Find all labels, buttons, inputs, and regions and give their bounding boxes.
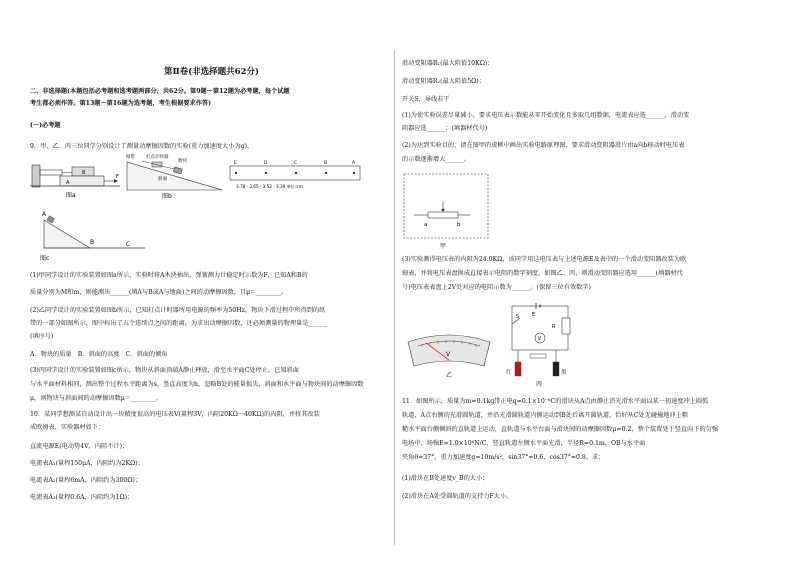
block [173, 167, 182, 174]
q10-line1: 10．某同学想测某自动设计出一块精度很高的电压表V(量程3V，内阻20KΩ～40KΩ)的内阻，并将其改装 [30, 411, 320, 418]
figure-a [30, 155, 120, 200]
rheostat [428, 212, 458, 218]
column-divider [394, 50, 395, 545]
q9-part1-line1: (1)甲同学设计的实验装置如图a所示，实验时将A木块抽出，弹簧测力计稳定时示数为F，已知A和B的 [30, 272, 308, 279]
equipment-item: 开关S，导线若干 [402, 96, 450, 103]
fig-c-label-C: C [126, 241, 131, 248]
q9-options: A．物块的质量 B．斜面的高度 C．斜面的倾角 [30, 351, 168, 358]
q11-part1: (1)滑块在B处速度v_B的大小； [402, 475, 489, 482]
q9-part1-line2: 质量分别为M和m，则能测出______(填A与B或A与地面)之间的动摩擦因数，且μ＝________。 [30, 289, 288, 296]
q11-line5: 夹角θ=37°，重力加速度g=10m/s²，sin37°=0.6，cos37°=0.8，求： [402, 454, 605, 461]
q10-part2-line2: 的示数逐渐增大______。 [402, 156, 471, 163]
fig-bing-r: R [552, 324, 556, 330]
equipment-item: 电流表A₁(量程150μA，内阻约为2KΩ)； [30, 460, 144, 467]
fig-b-tag-slope: 斜面 [158, 177, 167, 182]
q9-part3-line1: (3)丙同学设计的实验装置如图c所示，物块从斜面顶端A静止释放，滑至水平面C处停止，已知斜面 [30, 367, 299, 374]
fig-a-label-F: F [116, 174, 119, 180]
fig-b-tag-block: 物块 [178, 159, 187, 164]
q11-part2: (2)滑块在A处受圆轨道的支持力F大小。 [402, 493, 513, 500]
fig-jia-b: b [457, 222, 461, 228]
paper-tape [228, 158, 363, 190]
q9-part3-line2: 与水平面材料相同，测出整个过程水平距离为s，竖直高度为h，忽略B处的能量损失，斜面和水平面与物块间的动摩擦因数 [30, 381, 364, 388]
intro-line-1: 二、非选择题(本题包括必考题和选考题两部分，共62分。第9题～第12题为必考题，每个试题 [30, 88, 290, 95]
fig-c-caption: 图c [40, 255, 50, 262]
fig-bing-e: E [532, 312, 536, 318]
q9-part2-line2: 带的一部分如图所示，图中标出了五个连续点之间的距离，为求出动摩擦因数，还必须测量的物理量是______ [30, 320, 327, 327]
q10-part1-line2: 阻器应选______；(填器材代号) [402, 125, 488, 132]
q11-line1: 11．如图所示，质量为m=0.1kg带正电q=0.1×10⁻⁶C的滑块从A点由静止沿光滑水平面以某一初速度冲上圆弧 [402, 398, 709, 405]
figure-b [122, 152, 222, 200]
red-probe [515, 362, 521, 376]
fig-jia-caption: 甲 [440, 243, 447, 250]
fig-b-tag-timer: 打点计时器 [146, 155, 169, 160]
intro-line-2: 考生都必须作答。第13题～第16题为选考题，考生根据要求作答) [30, 100, 212, 107]
tape-letter-B: B [324, 161, 328, 166]
sub-heading: (一)必考题 [30, 122, 61, 129]
fig-jia-a: a [424, 222, 428, 228]
spring-scale [40, 170, 62, 175]
fig-c-label-A: A [42, 211, 47, 218]
dashed-box [404, 174, 488, 238]
fig-bing-v: V [537, 336, 541, 342]
q11-line2: 轨道，A点右侧的光滑圆轨道，并沿光滑圆轨道内侧运动到B处后离开圆轨道，恰好从C处无碰撞地冲上粗 [402, 412, 688, 419]
q10-line2: 成欧姆表，实验器材如下： [30, 424, 105, 431]
q9-part2-line1: (2)乙同学设计的实验装置如图b所示，已知打点计时器所用电源的频率为50Hz，物块下滑过程中所得到的纸 [30, 307, 326, 314]
q10-part3-line3: 号)电压表表盘上2V处对应的电阻示数为______。(保留三位有效数字) [402, 284, 591, 291]
tape-letter-D: D [264, 161, 268, 166]
q11-line4: 电场中，场强E=1.0×10⁶N/C，竖直轨道左侧水平面光滑，半径R=0.1m，OB与水平面 [402, 440, 646, 447]
q10-part2-line1: (2)为达到实验目的，请在图甲的虚框中画出实验电路原理图，要求滑动变阻器滑片由a向b移动时电压表 [402, 142, 685, 149]
fig-bing-s: S [516, 314, 520, 320]
equipment-item: 直流电源E(电动势4V，内阻不计)； [30, 443, 129, 450]
q9-part2-line3: (填序号) [30, 333, 54, 340]
figure-c [30, 208, 150, 263]
figure-jia [402, 172, 492, 250]
fig-bing-caption: 丙 [536, 381, 543, 388]
equipment-item: 滑动变阻器R₁(最大阻值10KΩ)； [402, 60, 494, 67]
figure-yi [404, 330, 494, 382]
fig-yi-caption: 乙 [446, 372, 453, 379]
tape-dimensions: 3.78 · 3.65 · 3.52 · 3.39 单位:cm [236, 184, 303, 189]
fig-b-caption: 图b [162, 193, 172, 200]
section-title: 第Ⅱ卷(非选择题共62分) [164, 67, 260, 77]
fig-c-label-B: B [90, 239, 95, 246]
fig-a-caption: 图a [66, 192, 76, 199]
equipment-item: 滑动变阻器R₂(最大阻值5Ω)； [402, 78, 485, 85]
q11-line3: 糙水平面台侧倾斜的直轨道上运动，直轨道与水平台面与滑块间的动摩擦因数μ=0.2，整个装置处于竖直向下的匀强 [402, 426, 719, 433]
figure-bing [506, 300, 578, 390]
q9-part3-line3: μ，则物块与斜面间的动摩擦因数μ＝________。 [30, 395, 162, 402]
q10-part3-line2: 姆表，并将电压表盘换成直接表示电阻的数字刻度，如图乙、丙，则滑动变阻器应选用______(填器材代 [402, 270, 683, 277]
black-probe [553, 362, 559, 376]
equipment-item: 电流表A₂(量程6mA，内阻约为300Ω)； [30, 477, 142, 484]
tape-letter-C: C [294, 161, 298, 166]
fig-a-label-B: B [82, 170, 86, 176]
meter-symbol: V [446, 351, 451, 358]
tape-letter-E: E [234, 161, 237, 166]
equipment-item: 电流表A₃(量程0.6A，内阻约为1Ω)； [30, 494, 134, 501]
fig-a-label-A: A [66, 180, 70, 186]
q9-stem: 9．甲、乙、丙三位同学分别设计了测量动摩擦因数的实验(重力加速度大小为g)。 [30, 143, 254, 150]
fig-bing-black: 黑 [561, 370, 567, 376]
tape-letter-A: A [352, 161, 356, 166]
q10-part1-line1: (1)为使实验误差尽量减小，要求电压表示数能从零开始变化且多取几组数据，电流表应选______，滑动变 [402, 112, 690, 119]
fig-b-tag-tape: 纸带 [126, 155, 135, 160]
q10-part3-line1: (3)实验测得电压表的内阻为24.0KΩ，该同学用这电压表与上述电源E及表中的一个滑动变阻器改装为欧 [402, 256, 687, 263]
fig-bing-red: 红 [506, 370, 512, 376]
